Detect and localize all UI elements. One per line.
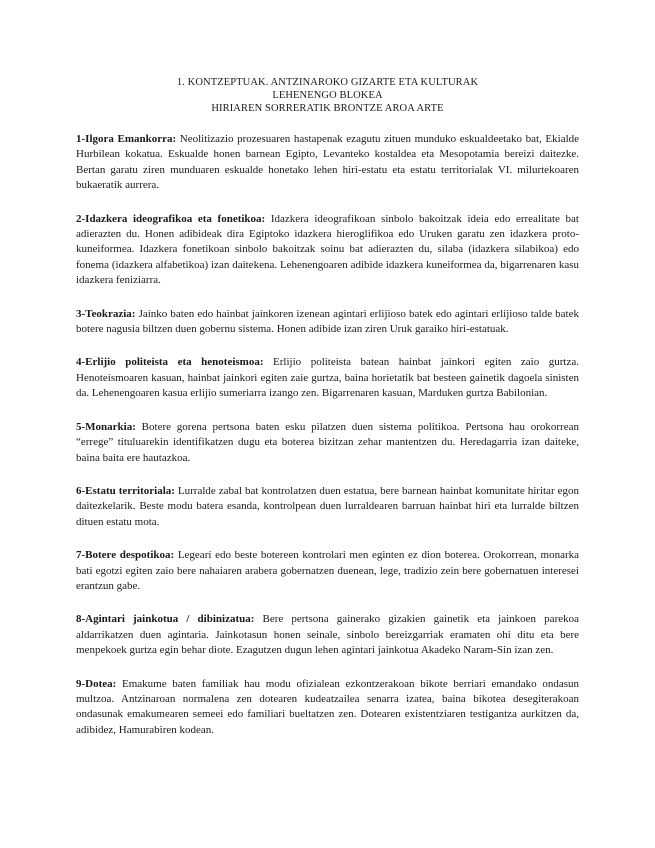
glossary-entry xyxy=(76,355,579,401)
entry-definition: Bere pertsona gainerako gizakien gainetik eta jainkoen parekoa aldarrikatzen duen agintaria. Jainkotasun honen seinale, sinbolo bereizgarriak eramaten ohi ditu eta bere menpekoek gurtza egin behar diote. Ezagutzen dugun lehen agintari jainkotua Akadeko Naram-Sin izan zen. xyxy=(76,613,579,657)
entry-definition: Lurralde zabal bat kontrolatzen duen estatua, bere barnean hainbat komunitate hiritar egon daitezkelarik. Beste modu batera esanda, kontrolpean duen lurraldearen barruan hainbat hiri eta lurralde biltzen dituen estatu mota. xyxy=(76,484,579,528)
entry-definition: Idazkera ideografikoan sinbolo bakoitzak ideia edo errealitate bat adierazten du. Honen adibideak dira Egiptoko idazkera hieroglifikoa edo Uruken garatu zen idazkera proto-kuneiformea. Idazkera fonetikoan sinbolo bakoitzak soinu bat adierazten du, silaba (idazkera silabikoa) edo fonema (idazkera alfabetikoa) izan daitekena. Lehenengoaren adibide idazkera kuneiformea da, bigarrenaren kasu idazkera feniziarra. xyxy=(76,212,579,287)
entry-definition: Neolitizazio prozesuaren hastapenak ezagutu zituen munduko eskualdeetako bat, Ekialde Hurbilean kokatua. Eskualde honen barnean Egipto, Levanteko kostaldea eta Mesopotamia bereizi daitezke. Bertan garatu ziren munduaren eskualde honetako lehen hiri-estatu eta estatu territorialak VI. milurtekoaren bukaeratik aurrera. xyxy=(76,133,580,192)
glossary-entry xyxy=(76,212,579,289)
entry-term: 2-Idazkera ideografikoa eta fonetikoa: xyxy=(76,212,266,225)
glossary-entry xyxy=(76,612,579,658)
entry-term: 3-Teokrazia: xyxy=(76,307,136,320)
glossary-entry xyxy=(76,420,579,466)
glossary-entry xyxy=(76,132,579,194)
entry-term: 7-Botere despotikoa: xyxy=(76,549,175,562)
entry-definition: Emakume baten familiak hau modu ofizialean ezkontzerakoan bikote berriari emandako ondasun multzoa. Antzinaroan normalena zen dotearen kudeatzailea senarra izatea, baina bikotea desegiterakoan ondasunak emakumearen semeei edo familiari bueltatzen zen. Dotearen existentziaren testigantza aurkitzen da, adibidez, Hamurabiren kodean. xyxy=(76,677,579,736)
entry-definition: Botere gorena pertsona baten esku pilatzen duen sistema politikoa. Pertsona hau orokorrean “errege” tituluarekin identifikatzen dugu eta boterea bizitzan zehar mantentzen du. Heredagarria izan daiteke, baina baita ere hautazkoa. xyxy=(76,420,579,464)
glossary-entry xyxy=(76,484,579,530)
glossary-entry xyxy=(76,307,579,338)
header-block: LEHENENGO BLOKEA xyxy=(272,90,383,101)
glossary-entry xyxy=(76,677,579,739)
entry-term: 8-Agintari jainkotua / dibinizatua: xyxy=(76,613,255,626)
entry-definition: Legearí edo beste botereen kontrolari men eginten ez dion boterea. Orokorrean, monarka bati egotzi egiten zaio bere nahaiaren arabera gobernatzen duenean, lege, tradizio zein bere gobernatuen interesei erantzun gabe. xyxy=(76,549,580,592)
entry-term: 9-Dotea: xyxy=(76,677,117,690)
entry-term: 1-Ilgora Emankorra: xyxy=(76,133,177,145)
entry-term: 5-Monarkia: xyxy=(76,420,136,433)
entry-definition: Erlijio politeista batean hainbat jainkori egiten zaio gurtza. Henoteismoaren kasuan, hainbat jainkori egiten zaie gurtza, baina horietatik bat besteen gainetik dagoela sinisten da. Lehenengoaren kasua erlijio sumeriarra izango zen. Bigarrenaren kasuan, Marduken gurtza Babilonian. xyxy=(76,356,579,400)
glossary-entry xyxy=(76,548,579,594)
header-title: 1. KONTZEPTUAK. ANTZINAROKO GIZARTE ETA KULTURAK xyxy=(176,77,479,88)
entry-definition: Jainko baten edo hainbat jainkoren izenean agintari erlijioso batek edo agintari erlijioso talde batek botere nagusia biltzen duen gobernu sistema. Honen adibide izan ziren Uruk garaiko hiri-estatuak. xyxy=(76,307,579,336)
entry-term: 6-Estatu territoriala: xyxy=(76,484,175,497)
document-header xyxy=(76,76,579,115)
entry-term: 4-Erlijio politeista eta henoteismoa: xyxy=(76,356,264,369)
header-period: HIRIAREN SORRERATIK BRONTZE AROA ARTE xyxy=(211,103,444,114)
